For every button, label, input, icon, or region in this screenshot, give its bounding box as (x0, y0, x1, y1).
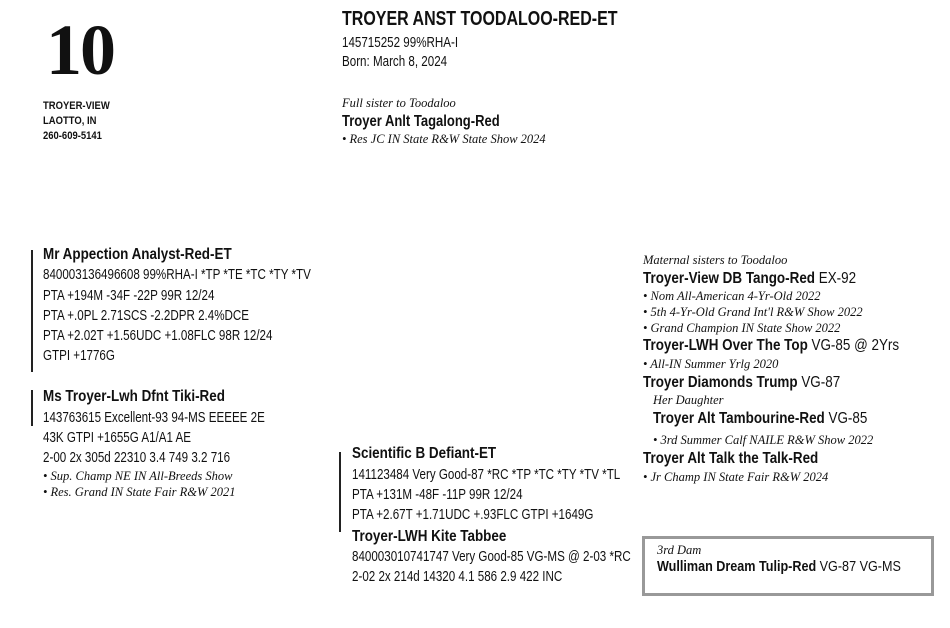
dam-sire-bracket (339, 452, 341, 532)
maternal-sister-2 (643, 336, 899, 356)
maternal-sister-4-name: Troyer Alt Talk the Talk-Red (643, 450, 819, 467)
daughter-name: Troyer Alt Tambourine-Red (653, 410, 825, 427)
full-sister-note: • Res JC IN State R&W State Show 2024 (342, 132, 546, 146)
third-dam-name: Wulliman Dream Tulip-Red (657, 558, 817, 575)
maternal-heading: Maternal sisters to Toodaloo (643, 253, 788, 267)
maternal-sister-1-note-3: • Grand Champion IN State Show 2022 (643, 321, 841, 335)
dam-line-2: 43K GTPI +1655G A1/A1 AE (43, 430, 191, 446)
animal-born: Born: March 8, 2024 (342, 54, 448, 70)
maternal-sister-1 (643, 269, 856, 289)
granddam-line-2: 2-02 2x 214d 14320 4.1 586 2.9 422 INC (352, 569, 563, 585)
sire-line-3: PTA +.0PL 2.71SCS -2.2DPR 2.4%DCE (43, 308, 249, 324)
daughter (653, 409, 867, 429)
full-sister-name: Troyer Anlt Tagalong-Red (342, 113, 500, 130)
third-dam (657, 558, 901, 577)
consignor-location: LAOTTO, IN (43, 115, 97, 127)
consignor-block (43, 99, 110, 144)
granddam-line-1: 840003010741747 Very Good-85 VG-MS @ 2-03 *RC (352, 549, 631, 565)
dam-sire-name: Scientific B Defiant-ET (352, 445, 497, 462)
third-dam-heading: 3rd Dam (657, 543, 702, 557)
dam-note-2: • Res. Grand IN State Fair R&W 2021 (43, 485, 236, 499)
granddam-name: Troyer-LWH Kite Tabbee (352, 528, 507, 545)
sire-line-4: PTA +2.02T +1.56UDC +1.08FLC 98R 12/24 (43, 328, 273, 344)
sire-bracket (31, 250, 33, 372)
maternal-sister-3-score: VG-87 (797, 374, 841, 391)
maternal-sister-3 (643, 373, 840, 393)
daughter-score: VG-85 (824, 410, 868, 427)
consignor-name: TROYER-VIEW (43, 100, 110, 112)
maternal-sister-1-note-1: • Nom All-American 4-Yr-Old 2022 (643, 289, 821, 303)
maternal-sister-1-note-2: • 5th 4-Yr-Old Grand Int'l R&W Show 2022 (643, 305, 863, 319)
dam-line-1: 143763615 Excellent-93 94-MS EEEEE 2E (43, 410, 265, 426)
maternal-sister-4-note: • Jr Champ IN State Fair R&W 2024 (643, 470, 829, 484)
maternal-sister-1-score: EX-92 (815, 270, 857, 287)
dam-note-1: • Sup. Champ NE IN All-Breeds Show (43, 469, 233, 483)
maternal-sister-3-name: Troyer Diamonds Trump (643, 374, 798, 391)
sire-name: Mr Appection Analyst-Red-ET (43, 246, 232, 263)
sire-line-1: 840003136496608 99%RHA-I *TP *TE *TC *TY *TV (43, 267, 311, 283)
daughter-note: • 3rd Summer Calf NAILE R&W Show 2022 (653, 433, 874, 447)
sire-line-5: GTPI +1776G (43, 348, 115, 364)
her-daughter-label: Her Daughter (653, 393, 724, 407)
dam-name: Ms Troyer-Lwh Dfnt Tiki-Red (43, 388, 225, 405)
maternal-sister-2-name: Troyer-LWH Over The Top (643, 337, 808, 354)
dam-sire-line-1: 141123484 Very Good-87 *RC *TP *TC *TY *TV *TL (352, 467, 621, 483)
maternal-sister-1-name: Troyer-View DB Tango-Red (643, 270, 816, 287)
dam-sire-line-3: PTA +2.67T +1.71UDC +.93FLC GTPI +1649G (352, 507, 594, 523)
dam-line-3: 2-00 2x 305d 22310 3.4 749 3.2 716 (43, 450, 231, 466)
animal-name: TROYER ANST TOODALOO-RED-ET (342, 8, 618, 30)
dam-sire-line-2: PTA +131M -48F -11P 99R 12/24 (352, 487, 523, 503)
consignor-phone: 260-609-5141 (43, 130, 102, 142)
lot-number: 10 (46, 10, 114, 90)
full-sister-heading: Full sister to Toodaloo (342, 96, 456, 110)
maternal-sister-2-score: VG-85 @ 2Yrs (807, 337, 900, 354)
dam-bracket (31, 390, 33, 426)
maternal-sister-2-note: • All-IN Summer Yrlg 2020 (643, 357, 779, 371)
sire-line-2: PTA +194M -34F -22P 99R 12/24 (43, 288, 215, 304)
animal-registration: 145715252 99%RHA-I (342, 35, 459, 51)
third-dam-score: VG-87 VG-MS (816, 558, 901, 575)
